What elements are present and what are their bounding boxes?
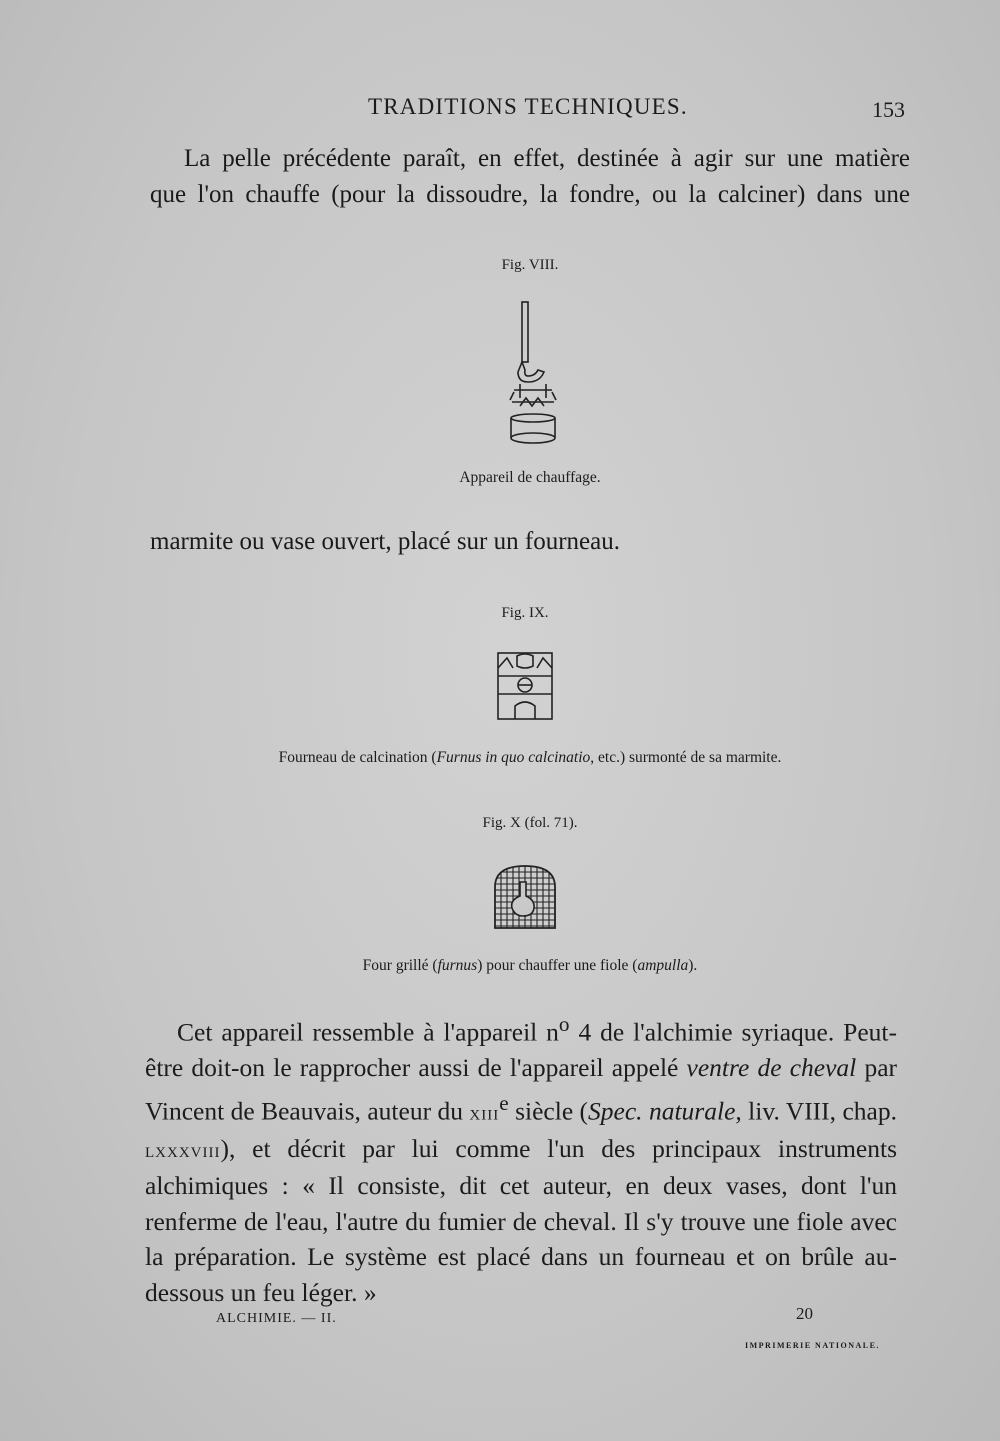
paragraph-3-text-2: 4 de l'alchimie syriaque. Peut-être doit-on le rapprocher aussi de l'appareil appelé (145, 1017, 897, 1082)
paragraph-3-chapter: lxxxviii (145, 1137, 221, 1162)
footer-printer: IMPRIMERIE NATIONALE. (745, 1341, 880, 1350)
figure-10-caption (250, 957, 810, 975)
paragraph-1 (150, 141, 910, 213)
figure-10-caption-b: ) pour chauffer une fiole ( (477, 957, 638, 974)
paragraph-3-text-3: par Vincent de Beauvais, auteur du (145, 1053, 898, 1125)
figure-9-caption (180, 749, 880, 767)
page-number: 153 (872, 97, 905, 122)
paragraph-3-century: xiii (469, 1100, 500, 1124)
figure-9-label: Fig. IX. (501, 605, 549, 621)
figure-10-caption-a: Four grillé ( (362, 957, 438, 974)
paragraph-3-sup-e: e (499, 1090, 509, 1115)
paragraph-3-italic-2: Spec. naturale, (588, 1096, 742, 1125)
paragraph-3-text-5: liv. VIII, chap. (741, 1096, 897, 1125)
paragraph-3-text-4: siècle ( (508, 1096, 589, 1125)
running-title: TRADITIONS TECHNIQUES. (368, 94, 688, 119)
figure-9-caption-b: , etc.) surmonté de sa marmite. (590, 749, 782, 766)
figure-9-calcination-furnace (495, 650, 555, 722)
paragraph-3-text-6: ), et décrit par lui comme l'un des principaux instruments alchimiques : « Il consiste, dit cet auteur, en deux vases, dont l'un renferme de l'eau, l'autre du fumier de cheval. Il s'y trouve une fiole avec la préparation. Le système est placé dans un fourneau et on brûle au-dessous un feu léger. » (145, 1133, 897, 1307)
paragraph-1-line-1: La pelle précédente paraît, en effet, destinée à agir sur une matière (184, 145, 910, 172)
paragraph-3-italic-1: ventre de cheval (686, 1053, 857, 1082)
paragraph-3-sup-o: o (558, 1012, 570, 1036)
figure-10-caption-furnus: furnus (437, 957, 478, 974)
figure-8-caption: Appareil de chauffage. (459, 469, 601, 486)
figure-10-grilled-oven (490, 862, 560, 932)
paragraph-3-text-1: Cet appareil ressemble à l'appareil n (177, 1017, 559, 1047)
figure-10-caption-c: ). (688, 957, 698, 974)
figure-9-caption-a: Fourneau de calcination ( (278, 749, 437, 766)
paragraph-1-line-2: que l'on chauffe (pour la dissoudre, la fondre, ou la calciner) dans une (150, 181, 910, 208)
paragraph-2: marmite ou vase ouvert, placé sur un fourneau. (150, 528, 620, 555)
figure-8-heating-apparatus (500, 300, 570, 450)
footer-signature: 20 (796, 1304, 813, 1323)
footer-volume: ALCHIMIE. — II. (216, 1311, 337, 1326)
figure-8-label: Fig. VIII. (501, 257, 559, 273)
figure-10-label: Fig. X (fol. 71). (482, 815, 578, 831)
figure-9-caption-latin: Furnus in quo calcinatio (436, 749, 591, 766)
paragraph-3 (145, 1007, 897, 1310)
figure-10-caption-ampulla: ampulla (637, 957, 689, 974)
